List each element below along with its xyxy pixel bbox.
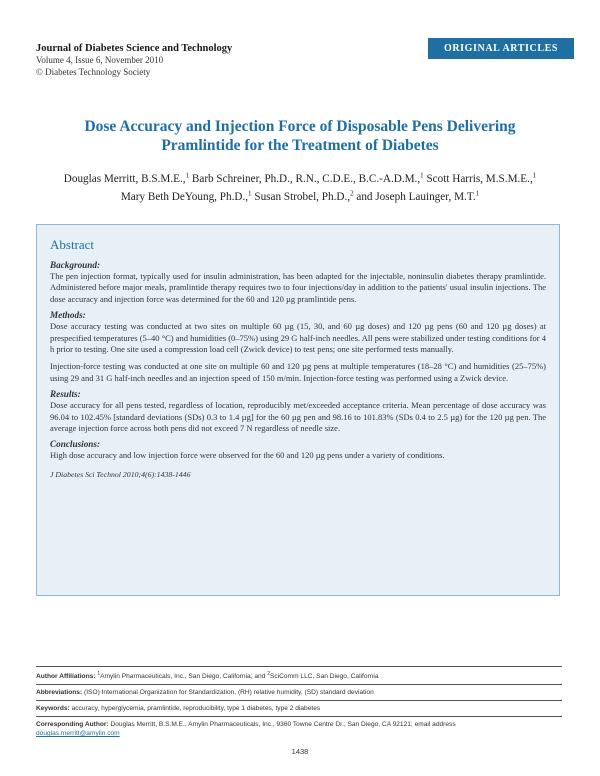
author-list xyxy=(30,168,570,205)
author-name: Scott Harris, M.S.M.E., xyxy=(426,172,533,185)
corresponding-label: Corresponding Author: xyxy=(36,721,109,729)
section-badge: ORIGINAL ARTICLES xyxy=(428,38,574,59)
journal-header xyxy=(36,42,376,78)
article-footer xyxy=(36,666,562,741)
methods-text-1: Dose accuracy testing was conducted at two sites on multiple 60 µg (15, 30, and 60 µg doses) and 120 µg pens (60 and 120 µg doses) at prespecified temperatures (5–40 °C) and humidities (0–75%) using 29 G half-inch needles. All pens were stabilized under testing conditions for 4 h prior to testing. One site used a compression load cell (Zwick device) to test pens; one site performed tests manually. xyxy=(50,321,546,355)
background-heading: Background: xyxy=(50,260,101,270)
author-entry xyxy=(121,191,255,203)
author-name: Mary Beth DeYoung, Ph.D., xyxy=(120,191,249,204)
abstract-heading: Abstract xyxy=(50,237,95,252)
journal-name: Journal of Diabetes Science and Technology xyxy=(36,43,233,54)
author-affiliation-mark: 1 xyxy=(248,189,252,198)
conclusions-text: High dose accuracy and low injection force were observed for the 60 and 120 µg pens under a variety of conditions. xyxy=(50,450,445,461)
author-entry xyxy=(64,173,192,185)
article-title xyxy=(30,117,570,155)
article-title-line-2: Pramlintide for the Treatment of Diabetes xyxy=(161,137,439,154)
author-name: Susan Strobel, Ph.D., xyxy=(254,191,351,204)
background-text: The pen injection format, typically used for insulin administration, has been adapted for the injectable, noninsulin diabetes therapy pramlintide. Administered before major meals, pramlintide therapy requires two to four injections/day in addition to the patients' usual insulin injections. The dose accuracy and injection force was determined for the 60 and 120 µg pramlintide pens. xyxy=(50,271,546,304)
author-entry xyxy=(375,191,479,203)
journal-volume: Volume 4, Issue 6, November 2010 xyxy=(36,55,164,65)
author-entry xyxy=(192,173,427,185)
author-name: Douglas Merritt, B.S.M.E., xyxy=(63,172,186,185)
author-name: Joseph Lauinger, M.T. xyxy=(375,191,476,204)
affiliations-label: Author Affiliations: xyxy=(36,673,96,681)
email-link[interactable]: douglas.merritt@amylin.com xyxy=(36,730,120,738)
author-affiliation-mark: 1 xyxy=(185,171,190,179)
journal-copyright: © Diabetes Technology Society xyxy=(36,66,151,77)
citation: J Diabetes Sci Technol 2010;4(6):1438-1446 xyxy=(50,469,191,479)
author-entry: Susan Strobel, Ph.D.,$^2$ and xyxy=(254,189,376,204)
conclusions-heading: Conclusions: xyxy=(50,439,101,450)
author-affiliation-mark: 1 xyxy=(420,171,424,179)
corresponding-author: Corresponding Author: Douglas Merritt, B.S.M.E., Amylin Pharmaceuticals, Inc., 9360 Towne Centre Dr., San Diego, CA 92121; email address douglas.merritt@amylin.com xyxy=(36,716,562,741)
author-affiliation-mark: 1 xyxy=(475,189,480,198)
author-affiliation-mark: 1 xyxy=(532,171,537,179)
abbreviations: Abbreviations: (ISO) International Organization for Standardization, (RH) relative humidity, (SD) standard deviation xyxy=(36,684,562,700)
results-heading: Results: xyxy=(50,389,81,400)
article-title-line-1: Dose Accuracy and Injection Force of Disposable Pens Delivering xyxy=(84,118,516,135)
results-text: Dose accuracy for all pens tested, regardless of location, reproducibly met/exceeded acceptance criteria. Mean percentage of dose accuracy was 96.04 to 102.45% [standard deviations (SDs) 0.3 to 1.4 µg] for the 60 µg pen and 98.16 to 101.83% (SDs 0.4 to 2.5 µg) for the 120 µg pen. The average injection force across both pens did not exceed 7 N regardless of needle size. xyxy=(50,400,546,434)
methods-text-2: Injection-force testing was conducted at one site on multiple 60 and 120 µg pens at multiple temperatures (18–28 °C) and humidities (25–75%) using 29 and 31 G half-inch needles and an injection speed of 150 m/min. Injection-force testing was performed using a Zwick device. xyxy=(50,361,546,383)
keywords: Keywords: accuracy, hyperglycemia, pramlintide, reproducibility, type 1 diabetes, type 2 diabetes xyxy=(36,700,562,716)
abbreviations-label: Abbreviations: xyxy=(36,689,83,697)
abstract-box xyxy=(36,224,560,596)
page-number: 1438 xyxy=(291,747,309,756)
author-entry xyxy=(426,173,536,185)
author-affiliation-mark: 2 xyxy=(350,189,354,198)
author-affiliations: Author Affiliations: $^1$Amylin Pharmaceuticals, Inc., San Diego, California; and $^2$SciComm LLC, San Diego, California xyxy=(36,666,562,684)
author-name: Barb Schreiner, Ph.D., R.N., C.D.E., B.C.-A.D.M., xyxy=(191,172,421,185)
keywords-label: Keywords: xyxy=(36,705,70,713)
methods-heading: Methods: xyxy=(50,310,86,321)
